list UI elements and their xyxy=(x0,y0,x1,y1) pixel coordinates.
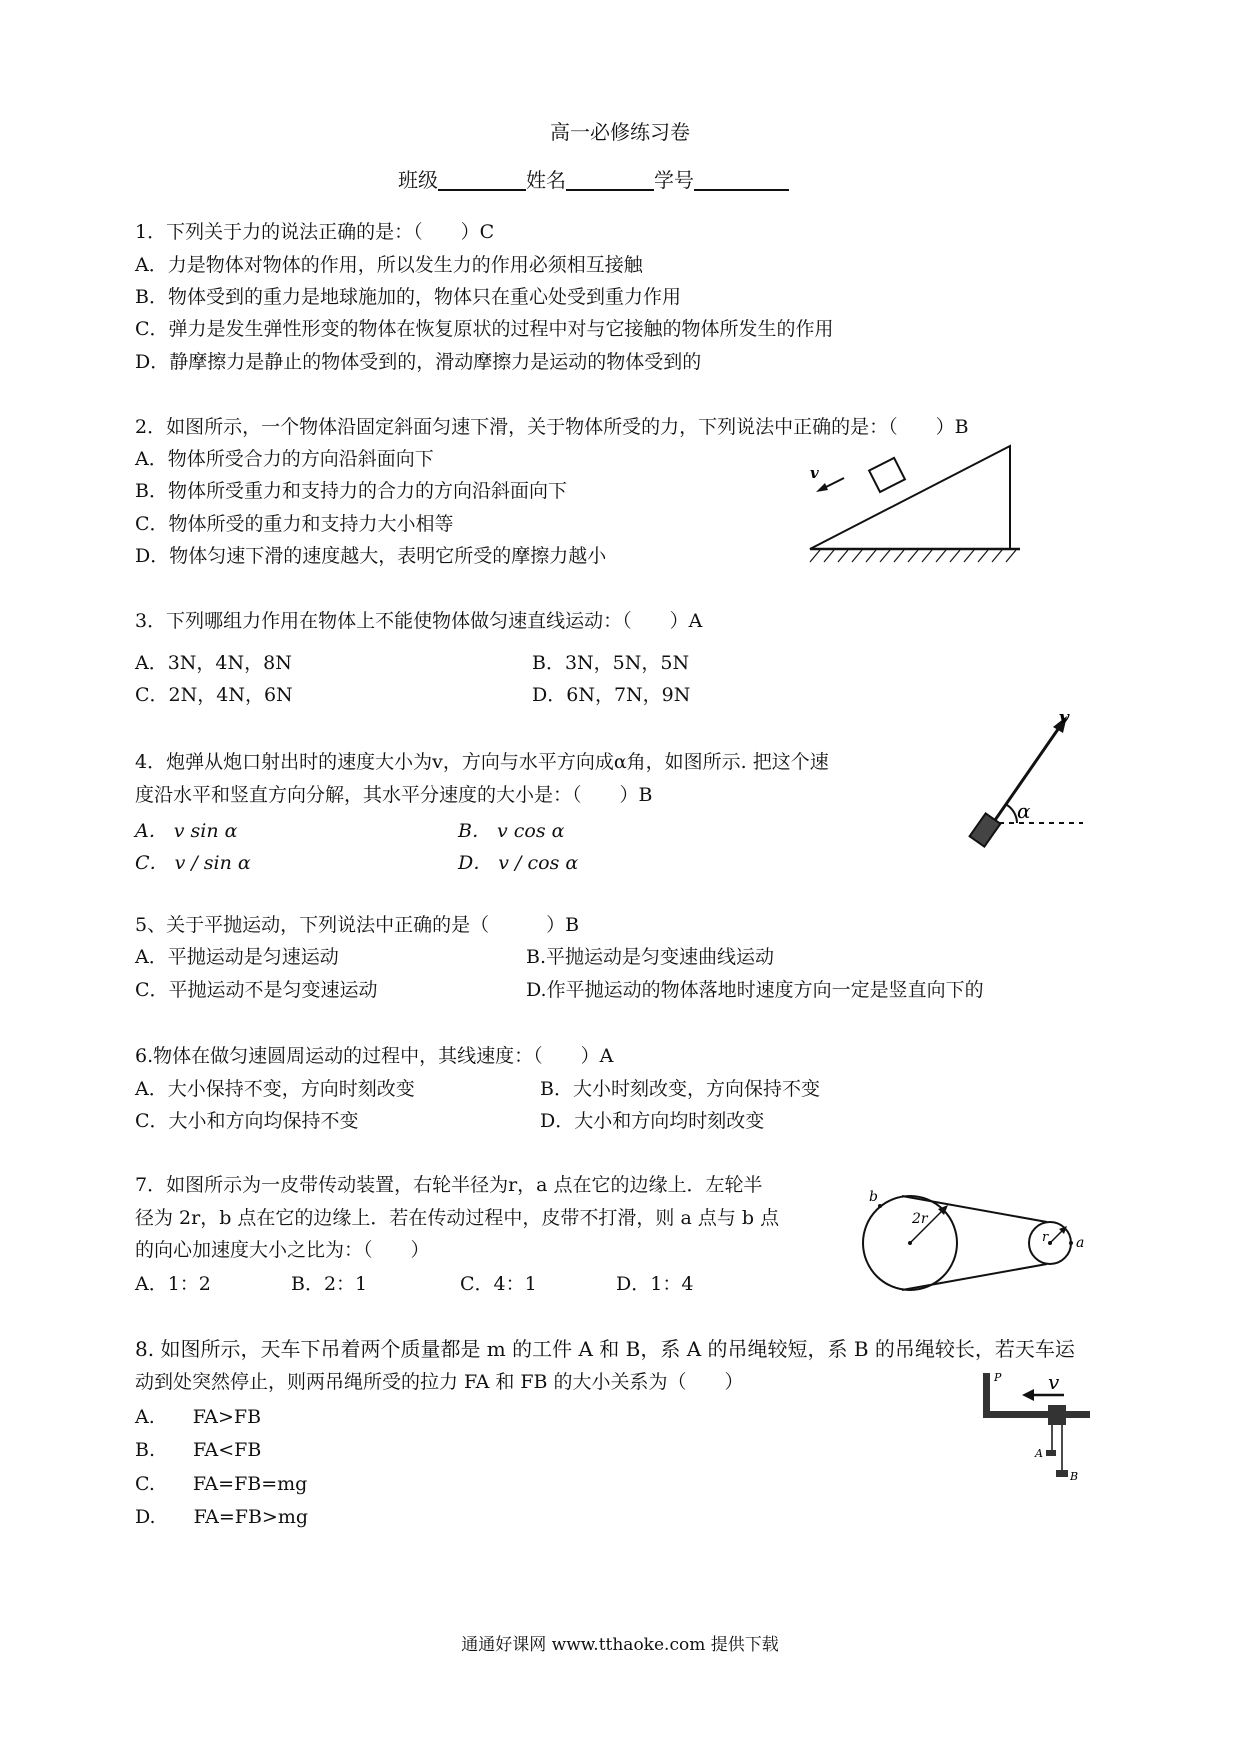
q6-option-b: B．大小时刻改变，方向保持不变 xyxy=(540,1078,820,1100)
cannon-figure xyxy=(955,705,1095,855)
student-info-line xyxy=(398,167,789,193)
q7-line2: 径为 2r，b 点在它的边缘上．若在传动过程中，皮带不打滑，则 a 点与 b 点 xyxy=(135,1207,780,1229)
q8-line1: 8. 如图所示，天车下吊着两个质量都是 m 的工件 A 和 B，系 A 的吊绳较短，系 B 的吊绳较长，若天车运 xyxy=(135,1337,1075,1361)
incline-v-label: v xyxy=(810,464,819,482)
name-blank xyxy=(566,169,654,191)
crane-v-label: v xyxy=(1048,1370,1060,1394)
crane-p-label: P xyxy=(994,1371,1002,1384)
q3-option-a: A．3N，4N，8N xyxy=(135,652,292,674)
q8-option-d: D. FA=FB>mg xyxy=(135,1506,309,1528)
q7-line3: 的向心加速度大小之比为：（ ） xyxy=(135,1239,430,1261)
name-label: 姓名 xyxy=(526,168,566,192)
belt-2r-label: 2r xyxy=(912,1211,928,1227)
q7-option-a: A．1：2 xyxy=(135,1273,211,1295)
q5-stem: 5、关于平抛运动，下列说法中正确的是（ ）B xyxy=(135,914,580,936)
q8-option-b: B. FA<FB xyxy=(135,1439,262,1461)
q4-option-b: B． v cos α xyxy=(458,820,565,842)
q5-option-d: D.作平抛运动的物体落地时速度方向一定是竖直向下的 xyxy=(526,979,984,1001)
cannon-alpha-label: α xyxy=(1017,799,1031,823)
class-label: 班级 xyxy=(398,168,438,192)
q5-option-b: B.平抛运动是匀变速曲线运动 xyxy=(526,946,775,968)
q8-option-c: C. FA=FB=mg xyxy=(135,1473,308,1495)
id-label: 学号 xyxy=(654,168,694,192)
q8-line2: 动到处突然停止，则两吊绳所受的拉力 FA 和 FB 的大小关系为（ ） xyxy=(135,1371,744,1393)
q3-option-d: D．6N，7N，9N xyxy=(532,684,691,706)
belt-r-label: r xyxy=(1042,1230,1049,1245)
crane-b-label: B xyxy=(1070,1470,1079,1483)
crane-figure xyxy=(978,1365,1098,1485)
q6-option-a: A．大小保持不变，方向时刻改变 xyxy=(135,1078,415,1100)
q4-option-d: D． v / cos α xyxy=(458,852,579,874)
q7-option-b: B．2：1 xyxy=(291,1273,368,1295)
q2-option-d: D．物体匀速下滑的速度越大，表明它所受的摩擦力越小 xyxy=(135,545,607,567)
q7-option-d: D．1：4 xyxy=(616,1273,694,1295)
q8-option-a: A. FA>FB xyxy=(135,1406,262,1428)
q6-option-c: C．大小和方向均保持不变 xyxy=(135,1110,359,1132)
q5-option-a: A．平抛运动是匀速运动 xyxy=(135,946,339,968)
id-blank xyxy=(694,169,789,191)
incline-figure xyxy=(770,440,1030,570)
q4-line2: 度沿水平和竖直方向分解，其水平分速度的大小是：（ ）B xyxy=(135,784,653,806)
q5-option-c: C．平抛运动不是匀变速运动 xyxy=(135,979,378,1001)
q6-stem: 6.物体在做匀速圆周运动的过程中，其线速度：（ ）A xyxy=(135,1045,614,1067)
q7-option-c: C．4：1 xyxy=(460,1273,537,1295)
q2-option-b: B．物体所受重力和支持力的合力的方向沿斜面向下 xyxy=(135,480,567,502)
belt-b-label: b xyxy=(869,1189,878,1205)
class-blank xyxy=(438,169,526,191)
q2-option-a: A．物体所受合力的方向沿斜面向下 xyxy=(135,448,434,470)
q2-option-c: C．物体所受的重力和支持力大小相等 xyxy=(135,513,454,535)
q4-option-a: A． v sin α xyxy=(135,820,238,842)
q7-line1: 7．如图所示为一皮带传动装置，右轮半径为r，a 点在它的边缘上．左轮半 xyxy=(135,1174,763,1196)
q6-option-d: D．大小和方向均时刻改变 xyxy=(540,1110,765,1132)
crane-a-label: A xyxy=(1035,1447,1043,1460)
q3-option-c: C．2N，4N，6N xyxy=(135,684,293,706)
q1-stem: 1．下列关于力的说法正确的是：（ ）C xyxy=(135,221,495,243)
block-on-incline xyxy=(869,458,905,492)
page-title: 高一必修练习卷 xyxy=(550,120,690,144)
q3-stem: 3．下列哪组力作用在物体上不能使物体做匀速直线运动：（ ）A xyxy=(135,610,703,632)
q1-option-a: A．力是物体对物体的作用，所以发生力的作用必须相互接触 xyxy=(135,254,643,276)
belt-a-label: a xyxy=(1076,1235,1085,1251)
belt-drive-figure xyxy=(860,1175,1110,1305)
q1-option-d: D．静摩擦力是静止的物体受到的，滑动摩擦力是运动的物体受到的 xyxy=(135,351,702,373)
page-footer: 通通好课网 www.tthaoke.com 提供下载 xyxy=(461,1635,779,1655)
q1-option-b: B．物体受到的重力是地球施加的，物体只在重心处受到重力作用 xyxy=(135,286,681,308)
cannon-v-label: v xyxy=(1059,707,1070,728)
q4-option-c: C． v / sin α xyxy=(135,852,251,874)
q4-line1: 4．炮弹从炮口射出时的速度大小为v，方向与水平方向成α角，如图所示. 把这个速 xyxy=(135,751,829,773)
q1-option-c: C．弹力是发生弹性形变的物体在恢复原状的过程中对与它接触的物体所发生的作用 xyxy=(135,318,834,340)
q3-option-b: B．3N，5N，5N xyxy=(532,652,690,674)
q2-stem: 2．如图所示，一个物体沿固定斜面匀速下滑，关于物体所受的力，下列说法中正确的是：（ ）B xyxy=(135,416,969,438)
